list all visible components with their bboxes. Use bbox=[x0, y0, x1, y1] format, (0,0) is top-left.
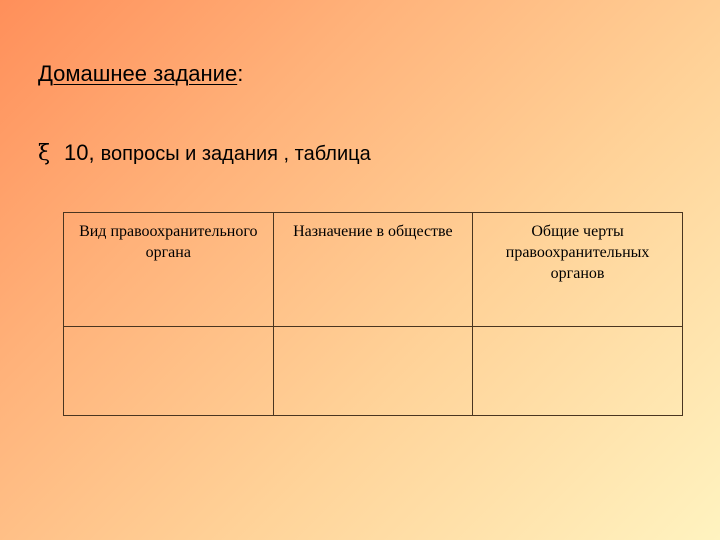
task-description: вопросы и задания , таблица bbox=[100, 143, 371, 165]
homework-heading-colon: : bbox=[237, 61, 244, 86]
table-cell-empty-3 bbox=[473, 327, 683, 416]
task-bullet-line bbox=[38, 140, 371, 166]
table-header-cell-purpose: Назначение в обществе bbox=[273, 213, 473, 327]
table-row bbox=[64, 327, 683, 416]
bullet-xi-icon: ξ bbox=[38, 141, 51, 166]
table-header-cell-type: Вид правоохранительного органа bbox=[64, 213, 274, 327]
table-header-cell-common-features: Общие черты правоохранительных органов bbox=[473, 213, 683, 327]
homework-heading bbox=[38, 60, 243, 88]
table-header-row bbox=[64, 213, 683, 327]
task-number: 10, bbox=[64, 140, 95, 165]
table-cell-empty-2 bbox=[273, 327, 473, 416]
homework-heading-text: Домашнее задание bbox=[38, 61, 238, 86]
table-cell-empty-1 bbox=[64, 327, 274, 416]
homework-table bbox=[63, 212, 683, 416]
